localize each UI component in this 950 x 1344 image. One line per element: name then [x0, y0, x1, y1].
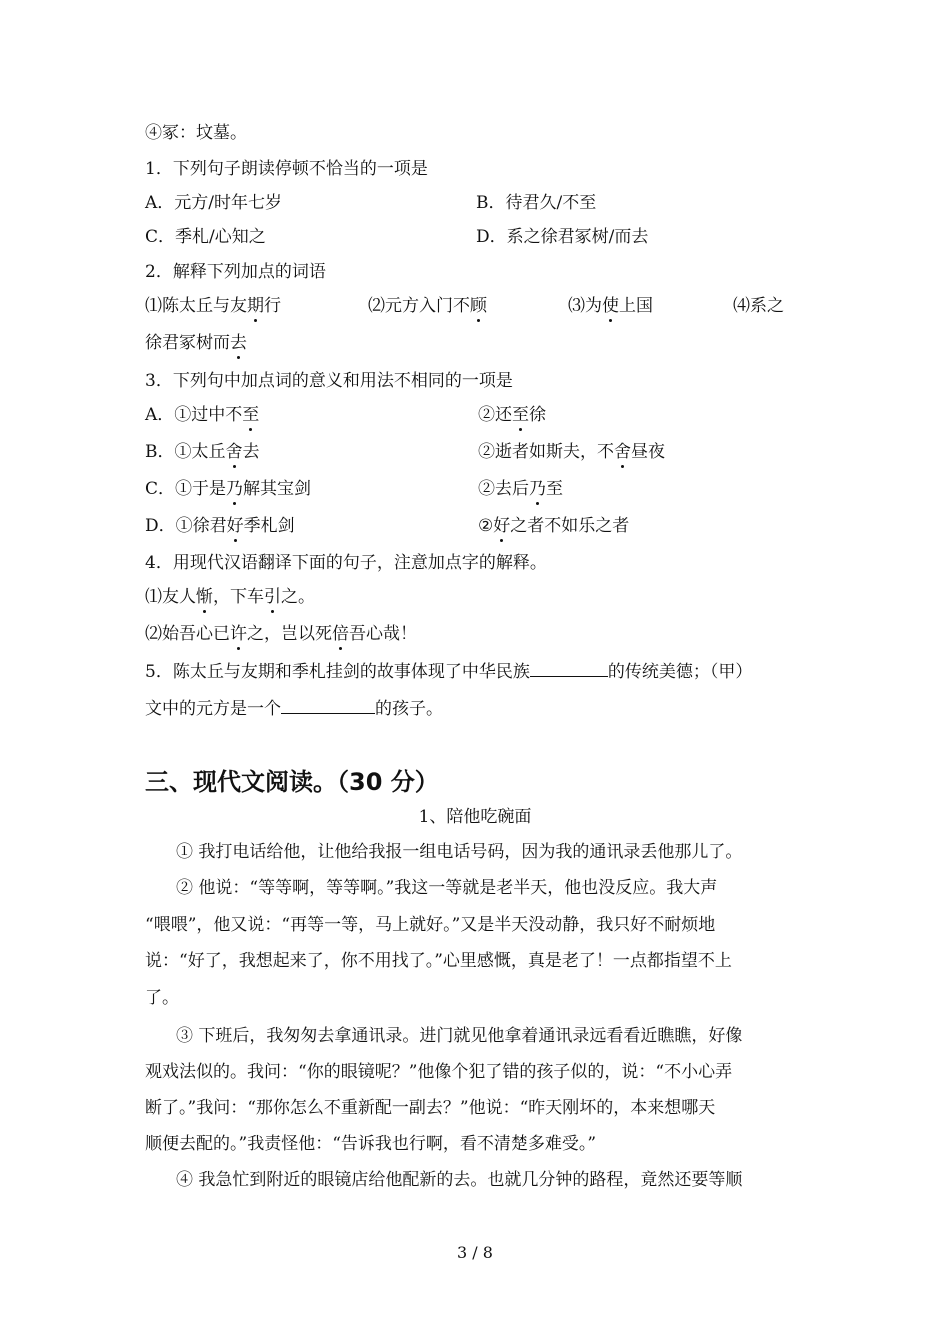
option-3c2: ②去后乃至: [478, 479, 563, 499]
question-2: 2．解释下列加点的词语: [145, 262, 326, 282]
page-number: 3 / 8: [457, 1243, 493, 1262]
paragraph-2-line: 了。: [145, 988, 179, 1008]
option-3c1: C．①于是乃解其宝剑: [145, 479, 312, 499]
item-2a: ⑴陈太丘与友期行: [145, 296, 281, 316]
question-5-cont: 文中的元方是一个 的孩子。: [145, 699, 443, 719]
item-2b: ⑵元方入门不顾: [368, 296, 487, 316]
option-1b: B．待君久/不至: [476, 193, 597, 213]
item-4b: ⑵始吾心已许之，岂以死倍吾心哉！: [145, 624, 417, 644]
question-4: 4．用现代汉语翻译下面的句子，注意加点字的解释。: [145, 553, 547, 573]
answer-blank[interactable]: [281, 697, 375, 714]
section-heading: 三、现代文阅读。（30 分）: [145, 768, 439, 796]
item-2d-cont: 徐君冢树而去: [145, 333, 247, 353]
paragraph-2: ② 他说：“等等啊，等等啊。”我这一等就是老半天，他也没反应。我大声: [176, 878, 718, 898]
note-line: ④冢：坟墓。: [145, 123, 247, 143]
paragraph-2-line: 说：“好了，我想起来了，你不用找了。”心里感慨，真是老了！一点都指望不上: [145, 951, 732, 971]
paragraph-3-line: 观戏法似的。我问：“你的眼镜呢？”他像个犯了错的孩子似的，说：“不小心弄: [145, 1062, 733, 1082]
item-2c: ⑶为使上国: [568, 296, 653, 316]
paragraph-3: ③ 下班后，我匆匆去拿通讯录。进门就见他拿着通讯录远看看近瞧瞧，好像: [176, 1026, 743, 1046]
option-1d: D．系之徐君冢树/而去: [476, 227, 649, 247]
paragraph-2-line: “喂喂”，他又说：“再等一等，马上就好。”又是半天没动静，我只好不耐烦地: [145, 915, 716, 935]
passage-title: 1、陪他吃碗面: [418, 807, 532, 827]
option-1a: A．元方/时年七岁: [145, 193, 283, 213]
item-4a: ⑴友人惭，下车引之。: [145, 587, 315, 607]
option-3d2: ②好之者不如乐之者: [478, 516, 630, 536]
option-3b1: B．①太丘舍去: [145, 442, 260, 462]
option-1c: C．季札/心知之: [145, 227, 266, 247]
paragraph-4: ④ 我急忙到附近的眼镜店给他配新的去。也就几分钟的路程，竟然还要等顺: [176, 1170, 743, 1190]
question-3: 3．下列句中加点词的意义和用法不相同的一项是: [145, 371, 513, 391]
answer-blank[interactable]: [530, 660, 608, 677]
question-5: 5．陈太丘与友期和季札挂剑的故事体现了中华民族 的传统美德；（甲）: [145, 662, 753, 682]
paragraph-1: ① 我打电话给他，让他给我报一组电话号码，因为我的通讯录丢他那儿了。: [176, 842, 743, 862]
paragraph-3-line: 断了。”我问：“那你怎么不重新配一副去？”他说：“昨天刚坏的，本来想哪天: [145, 1098, 716, 1118]
option-3a1: A．①过中不至: [145, 405, 260, 425]
option-3a2: ②还至徐: [478, 405, 546, 425]
option-3d1: D．①徐君好季札剑: [145, 516, 295, 536]
paragraph-3-line: 顺便去配的。”我责怪他：“告诉我也行啊，看不清楚多难受。”: [145, 1134, 597, 1154]
question-1: 1．下列句子朗读停顿不恰当的一项是: [145, 159, 428, 179]
item-2d: ⑷系之: [733, 296, 784, 316]
option-3b2: ②逝者如斯夫，不舍昼夜: [478, 442, 665, 462]
